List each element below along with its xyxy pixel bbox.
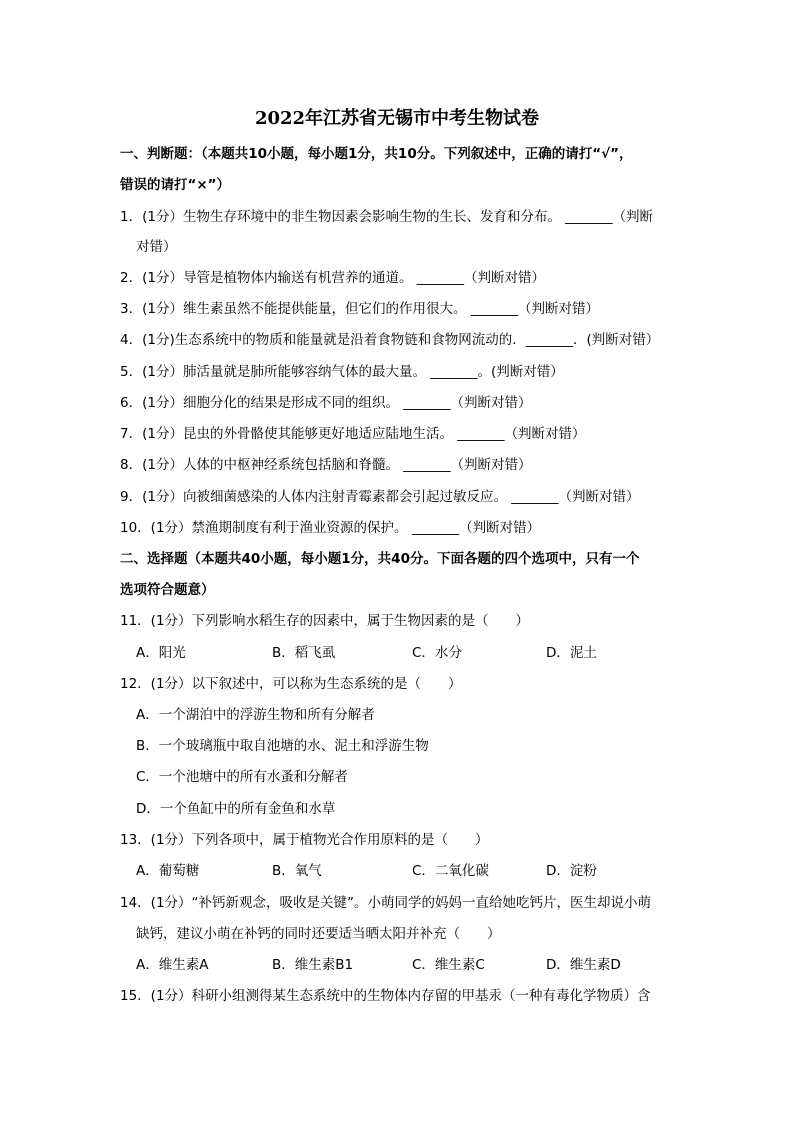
question-14: 14．(1分）“补钙新观念，吸收是关键”。小萌同学的妈妈一直给她吃钙片，医生却说小萌	[120, 895, 652, 911]
question-11: 11．(1分）下列影响水稻生存的因素中，属于生物因素的是（ ）	[120, 613, 530, 629]
q12-option-b: B．一个玻璃瓶中取自池塘的水、泥土和浮游生物	[136, 738, 429, 754]
q12-option-c: C．一个池塘中的所有水蚤和分解者	[136, 769, 348, 785]
q14-option-c: C．维生素C	[412, 957, 485, 973]
question-15: 15．(1分）科研小组测得某生态系统中的生物体内存留的甲基汞（一种有毒化学物质）含	[120, 988, 651, 1004]
q13-option-a: A．葡萄糖	[136, 863, 200, 879]
question-3: 3．(1分）维生素虽然不能提供能量，但它们的作用很大。 _______（判断对错）	[120, 301, 599, 317]
question-7: 7．(1分）昆虫的外骨骼使其能够更好地适应陆地生活。 _______（判断对错）	[120, 426, 586, 442]
question-10: 10．(1分）禁渔期制度有利于渔业资源的保护。 _______（判断对错）	[120, 520, 541, 536]
section2-heading-cont: 选项符合题意）	[120, 582, 215, 598]
q13-option-d: D．淀粉	[546, 863, 597, 879]
question-2: 2．(1分）导管是植物体内输送有机营养的通道。 _______（判断对错）	[120, 270, 545, 286]
question-9: 9．(1分）向被细菌感染的人体内注射青霉素都会引起过敏反应。 _______（判断对错）	[120, 489, 640, 505]
question-4: 4．(1分)生态系统中的物质和能量就是沿着食物链和食物网流动的．_______．(判断对错）	[120, 332, 660, 348]
q12-option-d: D．一个鱼缸中的所有金鱼和水草	[136, 801, 336, 817]
q12-option-a: A．一个湖泊中的浮游生物和所有分解者	[136, 707, 375, 723]
section2-heading: 二、选择题（本题共40小题，每小题1分，共40分。下面各题的四个选项中，只有一个	[120, 551, 640, 567]
question-1-cont: 对错）	[136, 239, 177, 255]
question-12: 12．(1分）以下叙述中，可以称为生态系统的是（ ）	[120, 676, 462, 692]
q11-option-d: D．泥土	[546, 645, 597, 661]
q11-option-c: C．水分	[412, 645, 462, 661]
question-14-cont: 缺钙，建议小萌在补钙的同时还要适当晒太阳并补充（ ）	[136, 926, 501, 942]
question-8: 8．(1分）人体的中枢神经系统包括脑和脊髓。 _______（判断对错）	[120, 457, 532, 473]
question-1: 1．(1分）生物生存环境中的非生物因素会影响生物的生长、发育和分布。 _______（判断	[120, 209, 653, 225]
section1-heading-cont: 错误的请打“×”）	[120, 177, 231, 193]
q14-option-a: A．维生素A	[136, 957, 209, 973]
q11-option-b: B．稻飞虱	[272, 645, 336, 661]
question-5: 5．(1分）肺活量就是肺所能够容纳气体的最大量。 _______。(判断对错）	[120, 364, 564, 380]
q11-option-a: A．阳光	[136, 645, 186, 661]
q14-option-d: D．维生素D	[546, 957, 621, 973]
page-title: 2022年江苏省无锡市中考生物试卷	[254, 108, 540, 129]
section1-heading: 一、判断题：（本题共10小题，每小题1分，共10分。下列叙述中，正确的请打“√”，	[120, 146, 633, 162]
q14-option-b: B．维生素B1	[272, 957, 354, 973]
question-6: 6．(1分）细胞分化的结果是形成不同的组织。 _______（判断对错）	[120, 395, 532, 411]
q13-option-b: B．氧气	[272, 863, 322, 879]
q13-option-c: C．二氧化碳	[412, 863, 489, 879]
question-13: 13．(1分）下列各项中，属于植物光合作用原料的是（ ）	[120, 832, 489, 848]
